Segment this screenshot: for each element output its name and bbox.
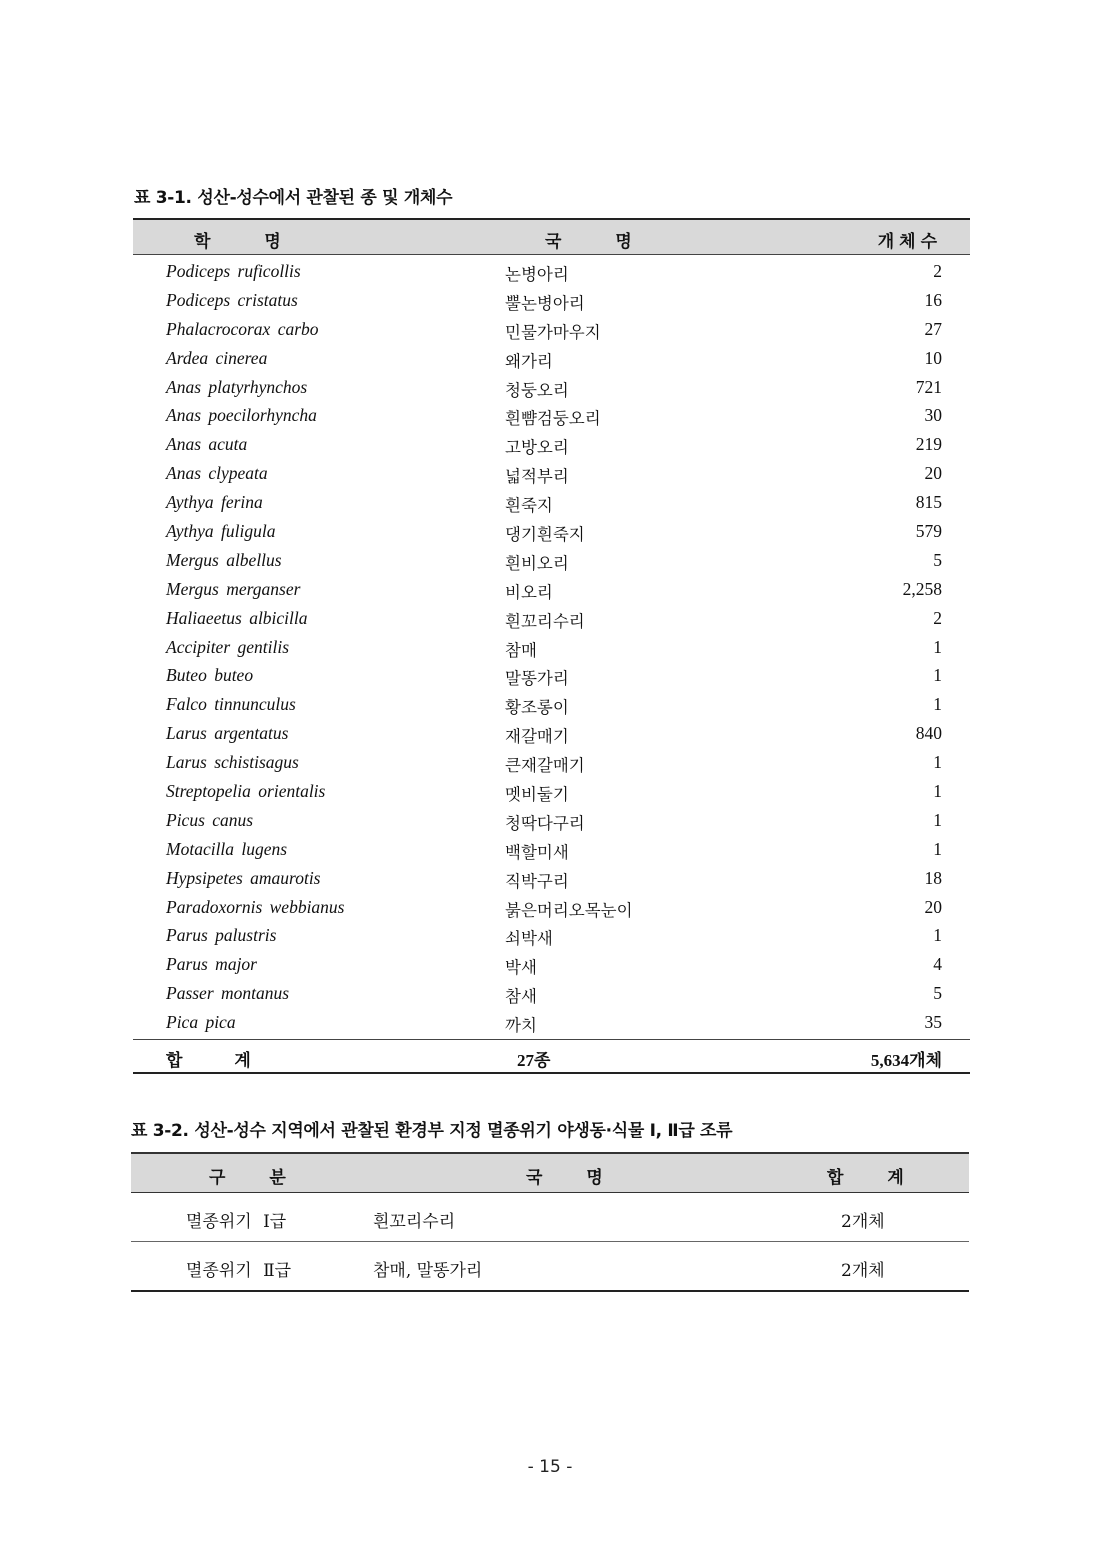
count-cell: 2 xyxy=(933,261,942,281)
scientific-name-cell: Aythya fuligula xyxy=(166,521,276,542)
count-cell: 20 xyxy=(924,463,942,484)
scientific-name-cell: Ardea cinerea xyxy=(166,347,268,368)
table-row xyxy=(133,748,970,777)
table-row xyxy=(133,517,970,546)
korean-name-cell: 고방오리 xyxy=(505,438,569,458)
scientific-name-cell: Buteo buteo xyxy=(166,665,254,686)
table-row xyxy=(133,604,970,633)
korean-name-cell: 참매 xyxy=(505,640,537,660)
table-row xyxy=(133,315,970,344)
table-row xyxy=(133,806,970,835)
korean-name-cell: 참새 xyxy=(505,987,537,1007)
count-cell: 1 xyxy=(933,925,942,946)
scientific-name-cell: Accipiter gentilis xyxy=(166,636,290,657)
header-category: 구 분 xyxy=(209,1168,286,1188)
table-row xyxy=(133,459,970,488)
table-row xyxy=(133,488,970,517)
total-cell: 2개체 xyxy=(841,1261,885,1281)
korean-name-cell: 흰꼬리수리 xyxy=(373,1212,456,1232)
count-cell: 18 xyxy=(924,867,942,888)
endangered-species-table xyxy=(131,1152,969,1292)
korean-name-cell: 재갈매기 xyxy=(505,727,569,747)
count-cell: 1 xyxy=(933,752,942,773)
table-row xyxy=(133,835,970,864)
count-cell: 219 xyxy=(915,434,942,455)
table-row xyxy=(133,1008,970,1037)
table-row xyxy=(133,893,970,922)
header-korean-name: 국 명 xyxy=(545,232,632,252)
species-count-table xyxy=(133,218,970,1074)
korean-name-cell: 황조롱이 xyxy=(505,698,569,718)
count-cell: 4 xyxy=(933,954,942,975)
count-cell: 840 xyxy=(915,723,942,744)
scientific-name-cell: Parus major xyxy=(166,954,257,975)
table-row xyxy=(131,1193,969,1241)
count-cell: 35 xyxy=(924,1012,942,1033)
header-count: 개체수 xyxy=(877,232,942,252)
total-species: 27종 xyxy=(517,1051,551,1071)
count-cell: 20 xyxy=(924,896,942,917)
scientific-name-cell: Anas acuta xyxy=(166,434,248,455)
korean-name-cell: 직박구리 xyxy=(505,871,569,891)
count-cell: 1 xyxy=(933,838,942,859)
korean-name-cell: 청딱다구리 xyxy=(505,813,585,833)
category-cell: 멸종위기 Ⅱ급 xyxy=(186,1261,292,1281)
table-row xyxy=(133,719,970,748)
korean-name-cell: 쇠박새 xyxy=(505,929,553,949)
count-cell: 1 xyxy=(933,781,942,802)
table-row xyxy=(133,979,970,1008)
count-cell: 2 xyxy=(933,607,942,628)
korean-name-cell: 왜가리 xyxy=(505,351,553,371)
table-row xyxy=(133,430,970,459)
header-scientific-name: 학 명 xyxy=(194,232,281,252)
category-cell: 멸종위기 Ⅰ급 xyxy=(186,1212,287,1232)
count-cell: 30 xyxy=(924,405,942,426)
korean-name-cell: 비오리 xyxy=(505,582,553,602)
table-row xyxy=(133,864,970,893)
korean-name-cell: 까치 xyxy=(505,1016,537,1036)
table-row xyxy=(133,633,970,662)
table-row xyxy=(133,257,970,286)
table1-header-row xyxy=(133,220,970,255)
scientific-name-cell: Haliaeetus albicilla xyxy=(166,607,308,628)
korean-name-cell: 참매, 말똥가리 xyxy=(373,1261,483,1281)
table-row xyxy=(133,690,970,719)
table-row xyxy=(133,401,970,430)
scientific-name-cell: Larus argentatus xyxy=(166,723,289,744)
korean-name-cell: 청둥오리 xyxy=(505,380,569,400)
count-cell: 16 xyxy=(924,289,942,310)
count-cell: 27 xyxy=(924,318,942,339)
count-cell: 1 xyxy=(933,636,942,657)
korean-name-cell: 흰비오리 xyxy=(505,553,569,573)
count-cell: 1 xyxy=(933,694,942,715)
count-cell: 2,258 xyxy=(902,578,942,599)
korean-name-cell: 민물가마우지 xyxy=(505,322,601,342)
scientific-name-cell: Picus canus xyxy=(166,809,254,830)
scientific-name-cell: Mergus albellus xyxy=(166,549,282,570)
scientific-name-cell: Parus palustris xyxy=(166,925,277,946)
korean-name-cell: 흰죽지 xyxy=(505,496,553,516)
korean-name-cell: 넓적부리 xyxy=(505,467,569,487)
scientific-name-cell: Larus schistisagus xyxy=(166,752,299,773)
total-count: 5,634개체 xyxy=(870,1051,942,1071)
table-row xyxy=(133,921,970,950)
korean-name-cell: 흰뺨검둥오리 xyxy=(505,409,601,429)
scientific-name-cell: Mergus merganser xyxy=(166,578,301,599)
scientific-name-cell: Anas clypeata xyxy=(166,463,268,484)
count-cell: 721 xyxy=(915,376,942,397)
header-total: 합 계 xyxy=(827,1168,904,1188)
korean-name-cell: 백할미새 xyxy=(505,842,569,862)
table-row xyxy=(133,661,970,690)
korean-name-cell: 논병아리 xyxy=(505,265,569,284)
header-korean-name: 국 명 xyxy=(526,1168,603,1188)
table-row xyxy=(133,546,970,575)
scientific-name-cell: Falco tinnunculus xyxy=(166,694,296,715)
table2-header-row xyxy=(131,1154,969,1193)
table-row xyxy=(133,575,970,604)
scientific-name-cell: Phalacrocorax carbo xyxy=(166,318,319,339)
korean-name-cell: 멧비둘기 xyxy=(505,785,569,805)
table-row xyxy=(133,344,970,373)
count-cell: 1 xyxy=(933,809,942,830)
count-cell: 1 xyxy=(933,665,942,686)
count-cell: 815 xyxy=(915,492,942,513)
table2-caption: 표 3-2. 성산-성수 지역에서 관찰된 환경부 지정 멸종위기 야생동·식물 Ⅰ, Ⅱ급 조류 xyxy=(131,1121,733,1141)
scientific-name-cell: Hypsipetes amaurotis xyxy=(166,867,321,888)
table1-body xyxy=(133,255,970,1039)
scientific-name-cell: Anas poecilorhyncha xyxy=(166,405,317,426)
scientific-name-cell: Paradoxornis webbianus xyxy=(166,896,345,917)
page-number: - 15 - xyxy=(527,1457,573,1477)
scientific-name-cell: Streptopelia orientalis xyxy=(166,781,326,802)
korean-name-cell: 큰재갈매기 xyxy=(505,756,585,776)
korean-name-cell: 박새 xyxy=(505,958,537,978)
scientific-name-cell: Podiceps cristatus xyxy=(166,289,298,310)
korean-name-cell: 말똥가리 xyxy=(505,669,569,689)
count-cell: 10 xyxy=(924,347,942,368)
table-row xyxy=(133,777,970,806)
scientific-name-cell: Passer montanus xyxy=(166,983,290,1004)
scientific-name-cell: Motacilla lugens xyxy=(166,838,288,859)
count-cell: 5 xyxy=(933,549,942,570)
total-label: 합 계 xyxy=(166,1051,251,1072)
korean-name-cell: 뿔논병아리 xyxy=(505,293,585,313)
scientific-name-cell: Aythya ferina xyxy=(166,492,263,513)
korean-name-cell: 댕기흰죽지 xyxy=(505,525,585,545)
scientific-name-cell: Pica pica xyxy=(166,1012,236,1033)
korean-name-cell: 흰꼬리수리 xyxy=(505,611,585,631)
korean-name-cell: 붉은머리오목눈이 xyxy=(505,900,633,920)
table2-body xyxy=(131,1193,969,1290)
table-row xyxy=(133,286,970,315)
count-cell: 579 xyxy=(915,521,942,542)
table-row xyxy=(133,373,970,402)
scientific-name-cell: Anas platyrhynchos xyxy=(166,376,308,397)
table-row xyxy=(133,950,970,979)
scientific-name-cell: Podiceps ruficollis xyxy=(166,261,301,281)
count-cell: 5 xyxy=(933,983,942,1004)
table1-caption: 표 3-1. 성산-성수에서 관찰된 종 및 개체수 xyxy=(134,188,453,208)
table1-total-row xyxy=(133,1039,970,1072)
total-cell: 2개체 xyxy=(841,1212,885,1232)
table-row xyxy=(131,1241,969,1290)
